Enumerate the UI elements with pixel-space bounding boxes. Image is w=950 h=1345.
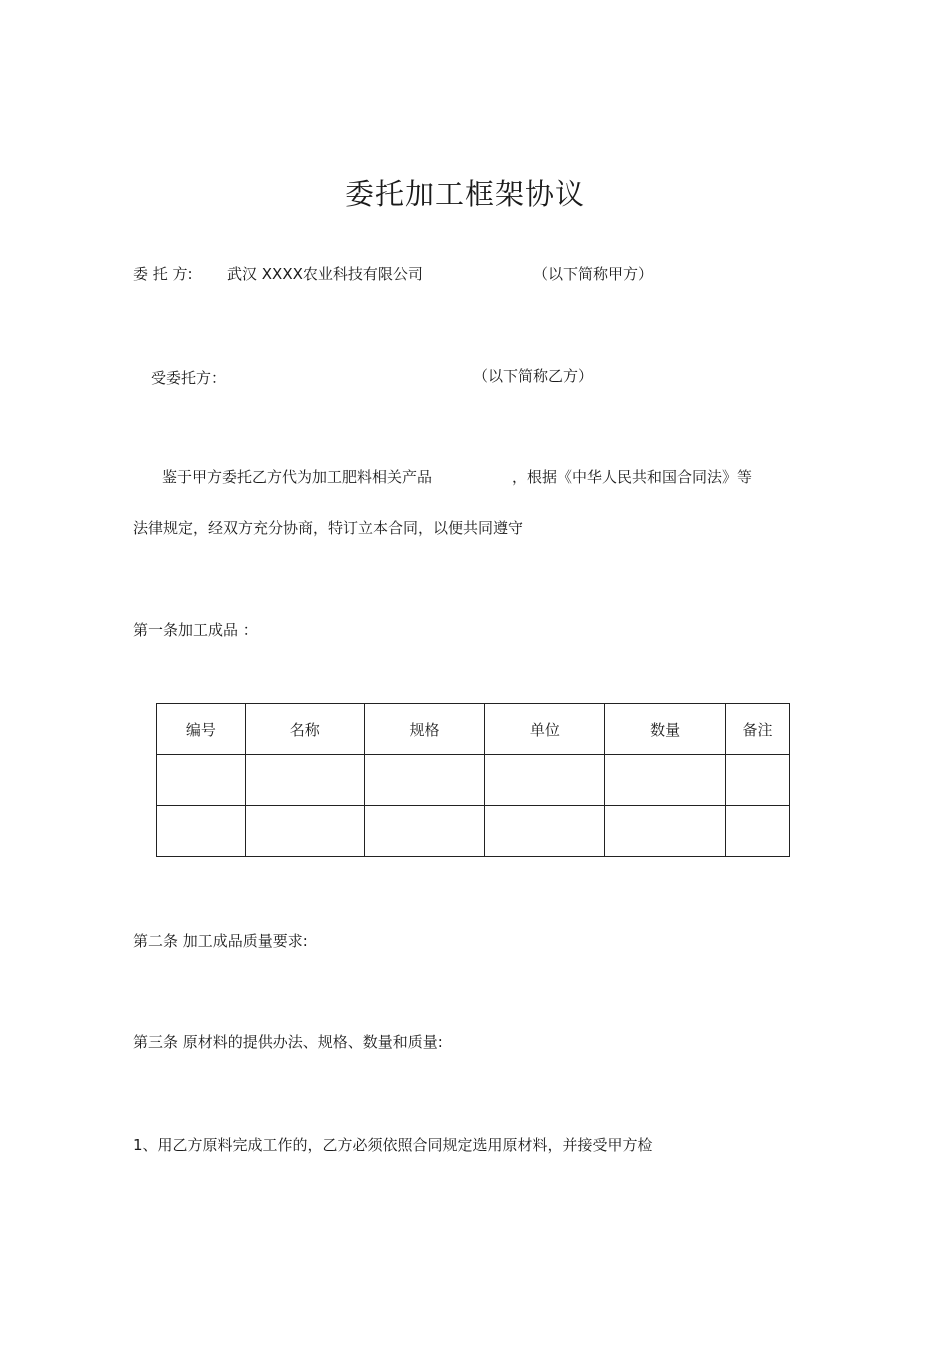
column-header-name: 名称 (245, 704, 364, 755)
column-header-quantity: 数量 (605, 704, 726, 755)
client-name: 武汉 XXXX农业科技有限公司 (227, 265, 423, 283)
table-cell (157, 755, 246, 806)
table-cell (726, 755, 790, 806)
client-label: 委 托 方: (133, 265, 193, 283)
preamble-part2: ，根据《中华人民共和国合同法》等 (512, 468, 753, 486)
clause-1-text: 1、用乙方原料完成工作的，乙方必须依照合同规定选用原材料，并接受甲方检 (133, 1136, 653, 1154)
table-cell (157, 806, 246, 857)
table-cell (485, 755, 605, 806)
table-cell (364, 755, 485, 806)
article-2-heading: 第二条 加工成品质量要求: (133, 932, 308, 950)
table-row (157, 806, 790, 857)
column-header-remarks: 备注 (726, 704, 790, 755)
document-title: 委托加工框架协议 (344, 177, 585, 211)
table-cell (605, 806, 726, 857)
column-header-number: 编号 (157, 704, 246, 755)
contractor-alias: （以下简称乙方） (473, 367, 594, 385)
client-alias: （以下简称甲方） (533, 265, 654, 283)
table-cell (364, 806, 485, 857)
table-cell (245, 755, 364, 806)
column-header-spec: 规格 (364, 704, 485, 755)
table-cell (245, 806, 364, 857)
preamble-line2: 法律规定，经双方充分协商，特订立本合同，以便共同遵守 (133, 519, 524, 537)
article-1-heading: 第一条加工成品 ： (133, 621, 258, 639)
column-header-unit: 单位 (485, 704, 605, 755)
table-header-row (157, 704, 790, 755)
product-table (156, 703, 790, 857)
table-cell (485, 806, 605, 857)
table-cell (726, 806, 790, 857)
contractor-label: 受委托方： (151, 369, 227, 387)
table-row (157, 755, 790, 806)
article-3-heading: 第三条 原材料的提供办法、规格、数量和质量: (133, 1033, 443, 1051)
preamble-part1: 鉴于甲方委托乙方代为加工肥料相关产品 (162, 468, 433, 486)
table-cell (605, 755, 726, 806)
